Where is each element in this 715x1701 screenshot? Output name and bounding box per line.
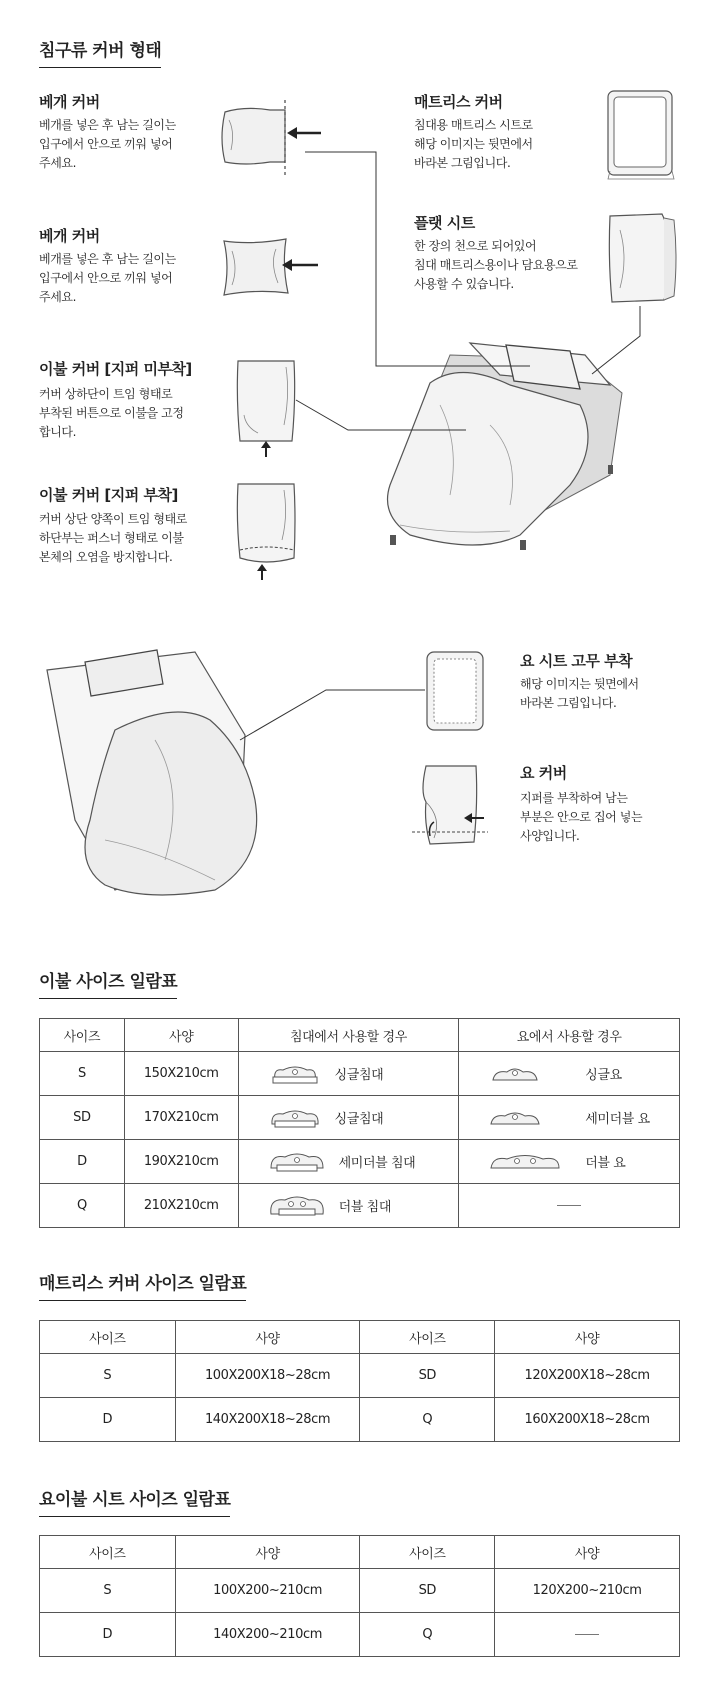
size-cell: SD [40,1096,125,1140]
header-spec: 사양 [175,1321,360,1354]
yo-use-cell [459,1184,680,1228]
spec-cell: 190X210cm [124,1140,238,1184]
empty-dash [575,1634,599,1635]
duvet-cover-no-zipper-desc: 커버 상하단이 트임 형태로 부착된 버튼으로 이불을 고정 합니다. [39,387,184,439]
yo-use-cell: 세미더블 요 [459,1096,680,1140]
flat-sheet-title: 플랫 시트 [414,214,475,232]
table-row [40,1613,680,1657]
table-header-row [40,1019,680,1052]
double-yo-icon [489,1150,561,1174]
single-bed-icon [269,1062,321,1086]
yo-sheet-size-table [39,1535,680,1657]
spec-cell: 120X200~210cm [495,1569,680,1613]
size-cell: D [40,1613,176,1657]
header-size: 사이즈 [360,1536,495,1569]
size-cell: Q [40,1184,125,1228]
mattress-size-table [39,1320,680,1442]
spec-cell: 120X200X18~28cm [495,1354,680,1398]
single-bed-icon [269,1106,321,1130]
leader-lines-top [0,0,715,600]
header-size: 사이즈 [40,1321,176,1354]
table-row [40,1096,680,1140]
pillow-cover-1-title: 베개 커버 [39,93,100,111]
yo-sheet-elastic-desc: 해당 이미지는 뒷면에서 바라본 그림입니다. [520,677,639,710]
header-spec: 사양 [124,1019,238,1052]
yo-use-cell: 더블 요 [459,1140,680,1184]
spec-cell: 100X200X18~28cm [175,1354,360,1398]
spec-cell: 140X200~210cm [175,1613,360,1657]
leader-lines-bottom [0,600,715,850]
header-spec: 사양 [495,1321,680,1354]
size-cell: SD [360,1354,495,1398]
duvet-cover-zipper-desc: 커버 상단 양쪽이 트임 형태로 하단부는 퍼스너 형태로 이불 본체의 오염을 방지합니다. [39,512,187,564]
spec-cell: 170X210cm [124,1096,238,1140]
table-row [40,1184,680,1228]
yo-cover-title: 요 커버 [520,764,567,782]
section-title-mattress-sizes: 매트리스 커버 사이즈 일람표 [39,1269,246,1301]
semi-double-yo-icon [489,1106,541,1130]
double-bed-icon [269,1194,325,1218]
duvet-cover-no-zipper-title: 이불 커버 [지퍼 미부착] [39,360,192,378]
spec-cell: 140X200X18~28cm [175,1398,360,1442]
table-row [40,1140,680,1184]
table-row [40,1052,680,1096]
spec-cell: 100X200~210cm [175,1569,360,1613]
flat-sheet-desc: 한 장의 천으로 되어있어 침대 매트리스용이나 담요용으로 사용할 수 있습니다. [414,239,578,291]
spec-cell: 160X200X18~28cm [495,1398,680,1442]
mattress-cover-title: 매트리스 커버 [414,93,503,111]
section-title-cover-types: 침구류 커버 형태 [39,36,161,68]
size-cell: Q [360,1398,495,1442]
size-cell: S [40,1052,125,1096]
empty-dash [557,1205,581,1206]
bed-use-cell: 더블 침대 [238,1184,459,1228]
table-header-row [40,1536,680,1569]
section-title-yo-sheet-sizes: 요이불 시트 사이즈 일람표 [39,1485,230,1517]
pillow-cover-1-desc: 베개를 넣은 후 남는 길이는 입구에서 안으로 끼워 넣어 주세요. [39,118,176,170]
spec-cell: 150X210cm [124,1052,238,1096]
single-yo-icon [489,1062,541,1086]
duvet-size-table [39,1018,680,1228]
table-header-row [40,1321,680,1354]
duvet-cover-zipper-title: 이불 커버 [지퍼 부착] [39,486,178,504]
header-spec: 사양 [175,1536,360,1569]
yo-sheet-elastic-title: 요 시트 고무 부착 [520,652,633,670]
mattress-cover-desc: 침대용 매트리스 시트로 해당 이미지는 뒷면에서 바라본 그림입니다. [414,118,533,170]
section-title-duvet-sizes: 이불 사이즈 일람표 [39,967,177,999]
bed-use-cell: 세미더블 침대 [238,1140,459,1184]
header-yo-use: 요에서 사용할 경우 [459,1019,680,1052]
table-row [40,1569,680,1613]
header-size: 사이즈 [40,1019,125,1052]
size-cell: S [40,1569,176,1613]
table-row [40,1354,680,1398]
size-cell: D [40,1140,125,1184]
header-spec: 사양 [495,1536,680,1569]
bed-use-cell: 싱글침대 [238,1052,459,1096]
size-cell: S [40,1354,176,1398]
bed-use-cell: 싱글침대 [238,1096,459,1140]
semi-double-bed-icon [269,1150,325,1174]
table-row [40,1398,680,1442]
yo-use-cell: 싱글요 [459,1052,680,1096]
spec-cell: 210X210cm [124,1184,238,1228]
header-bed-use: 침대에서 사용할 경우 [238,1019,459,1052]
spec-cell [495,1613,680,1657]
yo-cover-desc: 지퍼를 부착하여 남는 부분은 안으로 집어 넣는 사양입니다. [520,791,643,843]
header-size: 사이즈 [360,1321,495,1354]
header-size: 사이즈 [40,1536,176,1569]
pillow-cover-2-desc: 베개를 넣은 후 남는 길이는 입구에서 안으로 끼워 넣어 주세요. [39,252,176,304]
size-cell: Q [360,1613,495,1657]
pillow-cover-2-title: 베개 커버 [39,227,100,245]
size-cell: D [40,1398,176,1442]
size-cell: SD [360,1569,495,1613]
